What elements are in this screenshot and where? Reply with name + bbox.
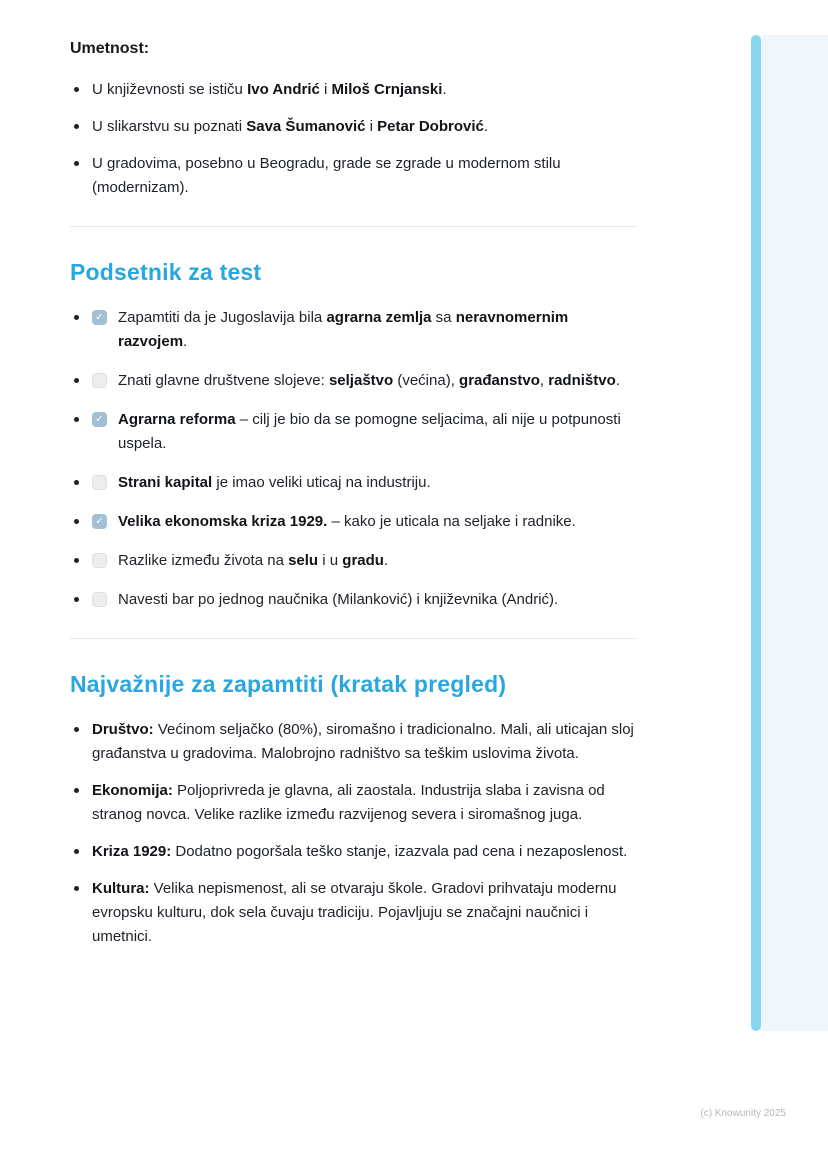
art-bullet-list [70, 78, 637, 200]
list-item-text: Kultura: Velika nepismenost, ali se otvaraju škole. Gradovi prihvataju modernu evropsku kulturu, dok sela čuvaju tradiciju. Pojavljuju se značajni naučnici i umetnici. [92, 880, 617, 945]
checkbox-checked-icon[interactable]: ✓ [92, 310, 107, 325]
checkbox-checked-icon[interactable]: ✓ [92, 412, 107, 427]
checkbox-unchecked-icon[interactable] [92, 592, 107, 607]
section-title-umetnost: Umetnost: [70, 40, 150, 57]
note-content [70, 40, 637, 962]
list-item [70, 306, 637, 354]
list-item-text: U gradovima, posebno u Beogradu, grade se zgrade u modernom stilu (modernizam). [92, 155, 561, 196]
list-item [70, 471, 637, 495]
list-item-text: Zapamtiti da je Jugoslavija bila agrarna zemlja sa neravnomernim razvojem. [118, 309, 569, 350]
section-title-najvaznije: Najvažnije za zapamtiti (kratak pregled) [70, 671, 507, 697]
checkbox-unchecked-icon[interactable] [92, 475, 107, 490]
checkbox-checked-icon[interactable]: ✓ [92, 514, 107, 529]
page-scroll-indicator[interactable] [751, 35, 761, 1031]
test-reminder-checklist [70, 306, 637, 612]
list-item-text: Kriza 1929: Dodatno pogoršala teško stanje, izazvala pad cena i nezaposlenost. [92, 843, 628, 860]
list-item-text: Društvo: Većinom seljačko (80%), siromašno i tradicionalno. Mali, ali uticajan sloj građanstva u gradovima. Malobrojno radništvo sa teškim uslovima života. [92, 721, 634, 762]
list-item-text: Velika ekonomska kriza 1929. – kako je uticala na seljake i radnike. [118, 513, 576, 530]
section-divider [70, 226, 637, 227]
list-item-text: Navesti bar po jednog naučnika (Milanković) i književnika (Andrić). [118, 591, 559, 608]
checkbox-unchecked-icon[interactable] [92, 553, 107, 568]
summary-bullet-list [70, 718, 637, 949]
list-item [70, 115, 637, 139]
list-item [70, 78, 637, 102]
list-item [70, 408, 637, 456]
list-item [70, 369, 637, 393]
list-item-text: U slikarstvu su poznati Sava Šumanović i Petar Dobrović. [92, 118, 489, 135]
next-page-preview-panel [757, 35, 828, 1031]
section-title-podsetnik: Podsetnik za test [70, 259, 262, 285]
copyright-notice: (c) Knowunity 2025 [700, 1108, 786, 1119]
checkbox-unchecked-icon[interactable] [92, 373, 107, 388]
list-item-text: U književnosti se ističu Ivo Andrić i Miloš Crnjanski. [92, 81, 447, 98]
list-item-text: Razlike između života na selu i u gradu. [118, 552, 389, 569]
section-divider [70, 638, 637, 639]
list-item [70, 588, 637, 612]
list-item [70, 510, 637, 534]
list-item [70, 718, 637, 766]
list-item [70, 152, 637, 200]
list-item-text: Strani kapital je imao veliki uticaj na industriju. [118, 474, 431, 491]
list-item-text: Ekonomija: Poljoprivreda je glavna, ali zaostala. Industrija slaba i zavisna od stranog novca. Velike razlike između razvijenog severa i siromašnog juga. [92, 782, 605, 823]
list-item [70, 779, 637, 827]
list-item [70, 877, 637, 949]
list-item [70, 549, 637, 573]
list-item-text: Agrarna reforma – cilj je bio da se pomogne seljacima, ali nije u potpunosti uspela. [118, 411, 621, 452]
list-item-text: Znati glavne društvene slojeve: seljaštvo (većina), građanstvo, radništvo. [118, 372, 620, 389]
list-item [70, 840, 637, 864]
